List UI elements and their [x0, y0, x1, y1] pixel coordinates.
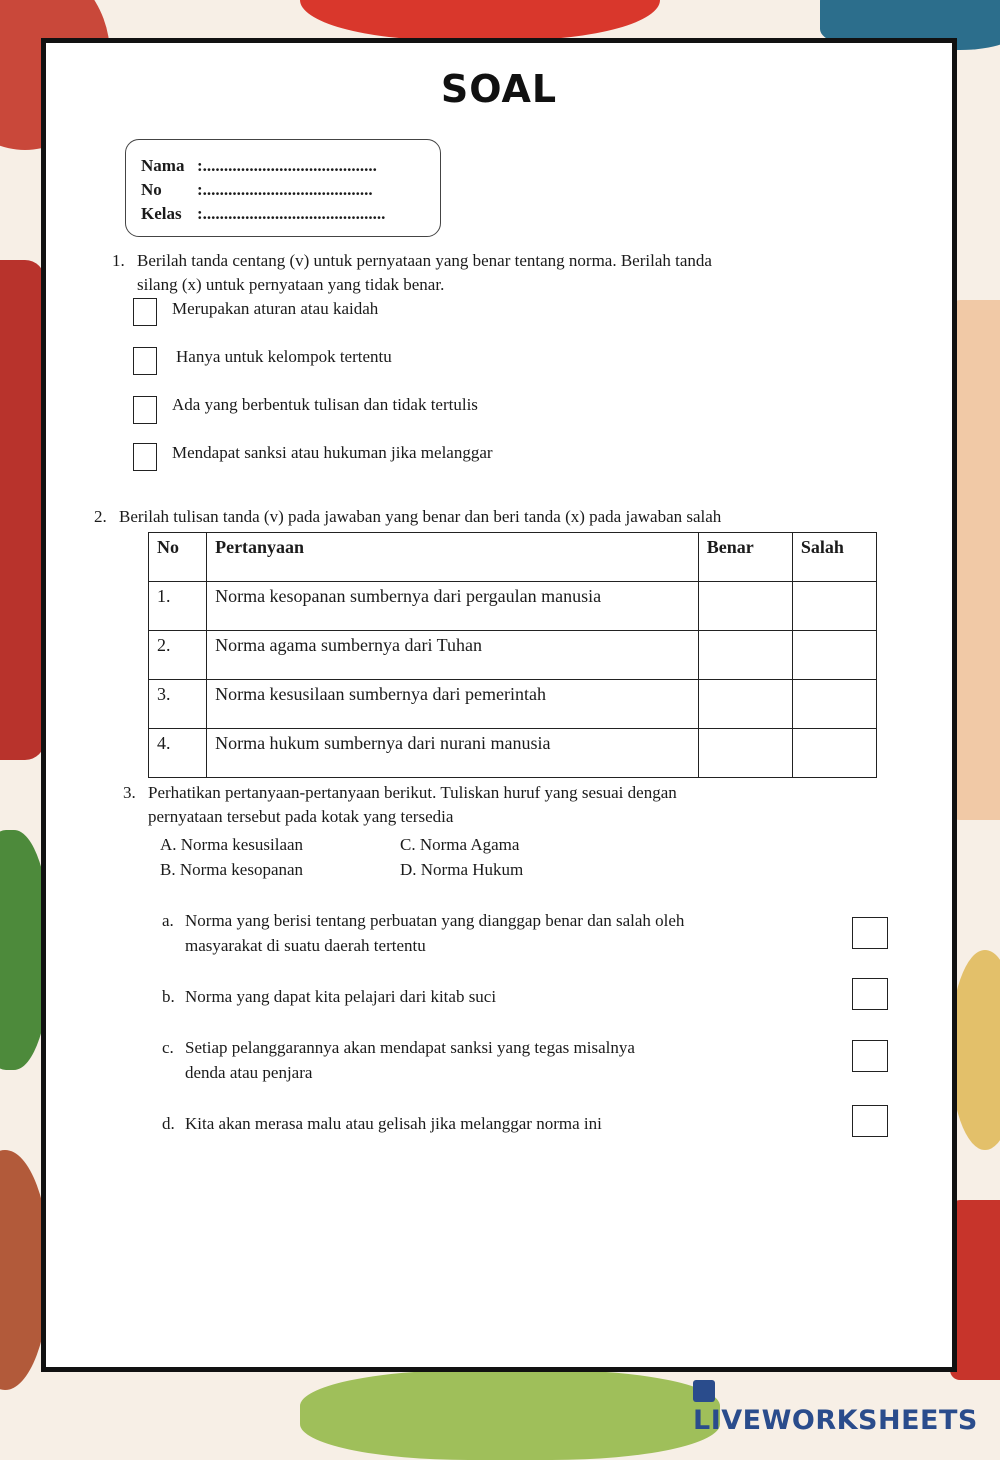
sub-question-text: Kita akan merasa malu atau gelisah jika melanggar norma ini: [185, 1114, 602, 1133]
option-c: C. Norma Agama: [400, 835, 520, 854]
sub-question-text: masyarakat di suatu daerah tertentu: [185, 936, 426, 955]
question-text: pernyataan tersebut pada kotak yang tersedia: [148, 807, 454, 826]
statement-item-1: Merupakan aturan atau kaidah: [172, 299, 379, 318]
decor-bottom-leaves: [300, 1370, 720, 1460]
question-number: 2.: [94, 507, 107, 526]
worksheet: [41, 38, 957, 1372]
sub-question-label: c.: [162, 1038, 174, 1057]
identity-label: No: [141, 180, 162, 199]
answer-box-d[interactable]: [852, 1105, 888, 1137]
statement-item-2: Hanya untuk kelompok tertentu: [176, 347, 392, 366]
row-number: 2.: [149, 631, 207, 680]
sub-question-label: b.: [162, 987, 175, 1006]
checkbox-item-3[interactable]: [133, 396, 157, 424]
brand-name: LIVEWORKSHEETS: [693, 1405, 978, 1436]
identity-row-no: [141, 178, 440, 202]
sub-question-text: denda atau penjara: [185, 1063, 313, 1082]
answer-box-a[interactable]: [852, 917, 888, 949]
table-row: [149, 680, 877, 729]
sub-question-d: [162, 1111, 782, 1136]
sub-question-label: a.: [162, 911, 174, 930]
identity-row-class: [141, 202, 440, 226]
false-answer-cell[interactable]: [792, 729, 876, 778]
brand-logo: [693, 1374, 1000, 1436]
column-header-no: No: [149, 533, 207, 582]
true-answer-cell[interactable]: [698, 631, 792, 680]
question-text: silang (x) untuk pernyataan yang tidak benar.: [137, 275, 445, 294]
sub-question-b: [162, 984, 782, 1009]
question-text: Perhatikan pertanyaan-pertanyaan berikut. Tuliskan huruf yang sesuai dengan: [148, 783, 677, 802]
option-d: D. Norma Hukum: [400, 860, 524, 879]
checkbox-item-2[interactable]: [133, 347, 157, 375]
question-2: [94, 505, 894, 529]
row-question: Norma kesopanan sumbernya dari pergaulan manusia: [207, 582, 699, 631]
decor-flag: [950, 1200, 1000, 1380]
column-header-question: Pertanyaan: [207, 533, 699, 582]
identity-label: Nama: [141, 156, 185, 175]
sub-question-label: d.: [162, 1114, 175, 1133]
table-row: [149, 582, 877, 631]
row-number: 3.: [149, 680, 207, 729]
decor-monument: [950, 300, 1000, 820]
identity-label: Kelas: [141, 204, 182, 223]
question-text: Berilah tulisan tanda (v) pada jawaban yang benar dan beri tanda (x) pada jawaban salah: [119, 507, 722, 526]
class-field[interactable]: :...........................................: [197, 204, 386, 223]
option-a: A. Norma kesusilaan: [160, 835, 304, 854]
decor-map: [300, 0, 660, 40]
true-answer-cell[interactable]: [698, 729, 792, 778]
checkbox-item-4[interactable]: [133, 443, 157, 471]
table-row: [149, 729, 877, 778]
row-question: Norma hukum sumbernya dari nurani manusia: [207, 729, 699, 778]
statement-item-3: Ada yang berbentuk tulisan dan tidak tertulis: [172, 395, 478, 414]
false-answer-cell[interactable]: [792, 582, 876, 631]
question-number: 3.: [123, 783, 136, 802]
sub-question-c: [162, 1035, 782, 1085]
question-number: 1.: [112, 251, 125, 270]
checkbox-item-1[interactable]: [133, 298, 157, 326]
decor-garuda: [0, 260, 45, 760]
sub-question-a: [162, 908, 782, 958]
answer-table: [148, 532, 877, 778]
true-answer-cell[interactable]: [698, 582, 792, 631]
answer-box-b[interactable]: [852, 978, 888, 1010]
statement-item-4: Mendapat sanksi atau hukuman jika melanggar: [172, 443, 493, 462]
question-text: Berilah tanda centang (v) untuk pernyataan yang benar tentang norma. Berilah tanda: [137, 251, 712, 270]
answer-box-c[interactable]: [852, 1040, 888, 1072]
identity-row-name: [141, 154, 440, 178]
table-row: [149, 631, 877, 680]
number-field[interactable]: :........................................: [197, 180, 373, 199]
identity-box: [125, 139, 441, 237]
row-question: Norma agama sumbernya dari Tuhan: [207, 631, 699, 680]
column-header-false: Salah: [792, 533, 876, 582]
row-number: 1.: [149, 582, 207, 631]
question-3: [123, 781, 843, 829]
option-b: B. Norma kesopanan: [160, 860, 304, 879]
page-title: SOAL: [440, 67, 558, 111]
sub-question-text: Norma yang dapat kita pelajari dari kitab suci: [185, 987, 497, 1006]
true-answer-cell[interactable]: [698, 680, 792, 729]
row-number: 4.: [149, 729, 207, 778]
sub-question-text: Norma yang berisi tentang perbuatan yang dianggap benar dan salah oleh: [185, 911, 685, 930]
question-1: [112, 249, 812, 297]
table-header-row: [149, 533, 877, 582]
decor-flowers-right: [950, 950, 1000, 1150]
sub-question-text: Setiap pelanggarannya akan mendapat sanksi yang tegas misalnya: [185, 1038, 635, 1057]
false-answer-cell[interactable]: [792, 680, 876, 729]
row-question: Norma kesusilaan sumbernya dari pemerintah: [207, 680, 699, 729]
name-field[interactable]: :.........................................: [197, 156, 377, 175]
false-answer-cell[interactable]: [792, 631, 876, 680]
liveworksheets-icon: [693, 1380, 715, 1402]
column-header-true: Benar: [698, 533, 792, 582]
